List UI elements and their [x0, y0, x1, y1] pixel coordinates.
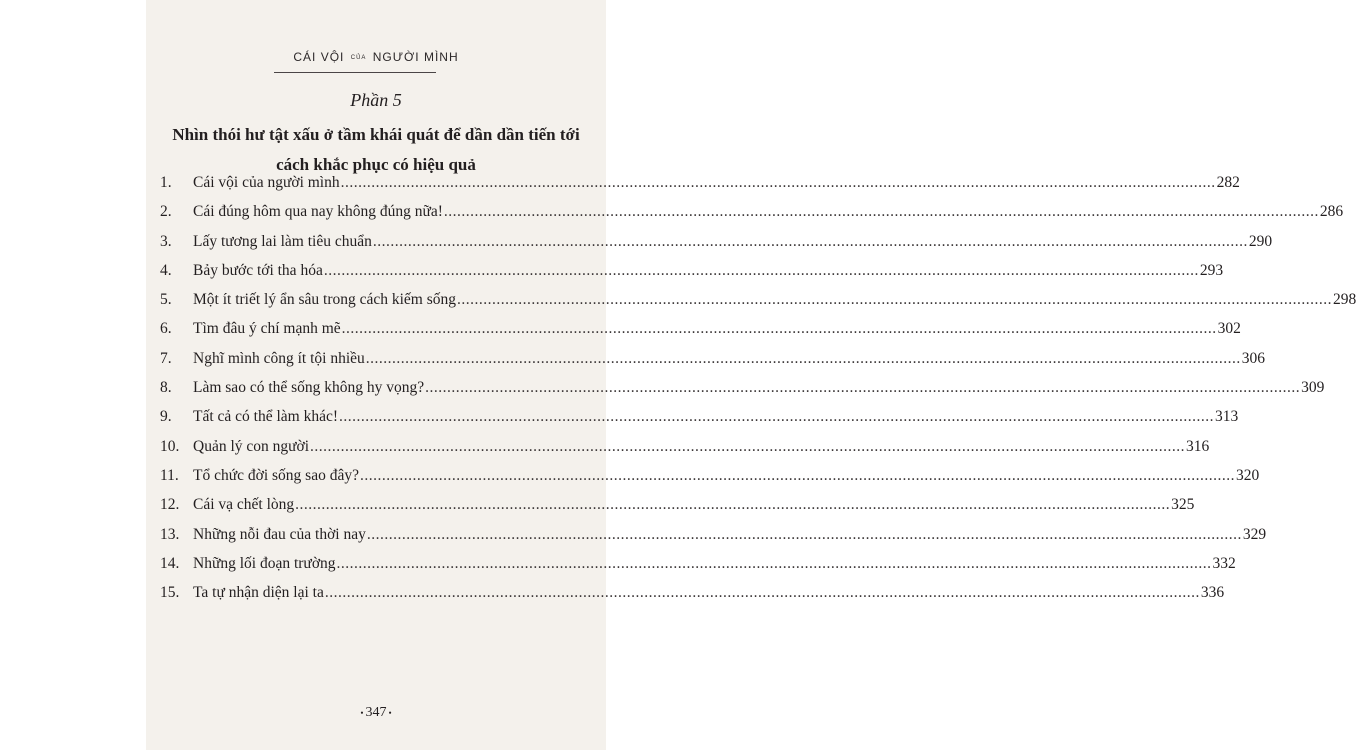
running-head: [146, 50, 606, 64]
toc-entry-title: Tổ chức đời sống sao đây?: [193, 466, 359, 484]
toc-entry-number: 7.: [160, 349, 172, 367]
toc-entry-page: 293: [1199, 261, 1224, 279]
running-title-part3: NGƯỜI MÌNH: [372, 50, 459, 64]
toc-entry-title: Cái vội của người mình: [193, 174, 340, 191]
toc-entry-page: 336: [1200, 584, 1225, 602]
book-page: [146, 0, 1356, 750]
header-rule: [274, 72, 436, 73]
toc-entry-number: 4.: [160, 261, 172, 279]
toc-entry: [160, 379, 1325, 408]
toc-entry-page: 306: [1241, 349, 1266, 367]
toc-entry-number: 2.: [160, 203, 172, 221]
toc-entry-title: Tìm đâu ý chí mạnh mẽ: [193, 320, 341, 338]
toc-entry: [160, 349, 1266, 379]
toc-entry-page: 316: [1186, 437, 1210, 455]
toc-entry: [160, 291, 1356, 320]
toc-leader-dots: ........................................................................................................................................................................................................: [339, 408, 1215, 426]
toc-entry-title: Bảy bước tới tha hóa: [193, 261, 323, 279]
part-label: Phần 5: [350, 90, 402, 110]
toc-leader-dots: ........................................................................................................................................................................................................: [341, 320, 1217, 338]
toc-leader-dots: ........................................................................................................................................................................................................: [457, 291, 1333, 309]
toc-entry-number: 14.: [160, 554, 180, 572]
toc-entry-page: 290: [1248, 232, 1273, 250]
toc-entry: [160, 554, 1236, 584]
toc-entry-number: 3.: [160, 232, 172, 250]
part-title-line1: Nhìn thói hư tật xấu ở tầm khái quát để dần dần tiến tới: [172, 125, 580, 144]
toc-entry-page: 320: [1235, 466, 1260, 484]
toc-entry-number: 9.: [160, 408, 172, 426]
toc-entry-number: 1.: [160, 174, 172, 191]
toc-entry-page: 298: [1333, 291, 1356, 309]
table-of-contents: [160, 174, 1356, 613]
toc-entry: [160, 437, 1210, 467]
toc-entry-title: Lấy tương lai làm tiêu chuẩn: [193, 232, 372, 250]
toc-entry-title: Làm sao có thể sống không hy vọng?: [193, 379, 425, 397]
page-number-value: 347: [365, 705, 387, 720]
toc-leader-dots: ........................................................................................................................................................................................................: [365, 349, 1241, 367]
toc-entry: [160, 525, 1267, 555]
toc-leader-dots: ........................................................................................................................................................................................................: [372, 232, 1248, 250]
running-title-part2: CỦA: [350, 54, 367, 61]
toc-entry: [160, 466, 1260, 496]
toc-leader-dots: ........................................................................................................................................................................................................: [310, 437, 1186, 455]
toc-entry-number: 10.: [160, 437, 180, 455]
toc-entry: [160, 496, 1195, 525]
toc-leader-dots: ........................................................................................................................................................................................................: [425, 379, 1301, 397]
toc-entry: [160, 408, 1239, 437]
toc-entry-page: 282: [1216, 174, 1240, 191]
toc-entry: [160, 261, 1224, 291]
toc-entry: [160, 232, 1273, 262]
page-number-bullet-right: •: [388, 707, 392, 718]
toc-entry-page: 286: [1319, 203, 1344, 221]
part-title-line2: cách khắc phục có hiệu quả: [276, 155, 476, 174]
toc-entry-number: 8.: [160, 379, 172, 397]
toc-entry: [160, 203, 1344, 232]
toc-entry-title: Quản lý con người: [193, 437, 310, 455]
toc-entry: [160, 320, 1241, 349]
part-title: [146, 120, 606, 180]
toc-leader-dots: ........................................................................................................................................................................................................: [323, 261, 1199, 279]
toc-leader-dots: ........................................................................................................................................................................................................: [324, 584, 1200, 602]
toc-leader-dots: ........................................................................................................................................................................................................: [443, 203, 1319, 221]
toc-entry-title: Nghĩ mình công ít tội nhiều: [193, 349, 365, 367]
toc-entry-page: 302: [1217, 320, 1241, 338]
toc-entry-number: 15.: [160, 584, 180, 602]
toc-entry-title: Những nỗi đau của thời nay: [193, 525, 366, 543]
toc-entry-page: 313: [1215, 408, 1239, 426]
toc-entry-number: 5.: [160, 291, 172, 309]
toc-entry-title: Tất cả có thể làm khác!: [193, 408, 339, 426]
toc-leader-dots: ........................................................................................................................................................................................................: [295, 496, 1171, 514]
toc-entry-number: 6.: [160, 320, 172, 338]
toc-leader-dots: ........................................................................................................................................................................................................: [366, 525, 1242, 543]
running-title-part1: CÁI VỘI: [293, 50, 345, 64]
page-number-bullet-left: •: [360, 707, 364, 718]
toc-entry-number: 13.: [160, 525, 180, 543]
toc-entry: [160, 584, 1225, 613]
toc-entry-page: 325: [1171, 496, 1195, 514]
toc-leader-dots: ........................................................................................................................................................................................................: [340, 174, 1216, 191]
toc-entry-page: 329: [1242, 525, 1267, 543]
toc-entry-title: Một ít triết lý ẩn sâu trong cách kiếm sống: [193, 291, 457, 309]
toc-leader-dots: ........................................................................................................................................................................................................: [359, 466, 1235, 484]
toc-leader-dots: ........................................................................................................................................................................................................: [336, 554, 1212, 572]
toc-entry-page: 332: [1212, 554, 1236, 572]
toc-entry-number: 11.: [160, 466, 179, 484]
page-number: [146, 705, 606, 721]
toc-entry: [160, 174, 1240, 203]
toc-entry-title: Những lối đoạn trường: [193, 554, 336, 572]
toc-entry-title: Cái vạ chết lòng: [193, 496, 295, 514]
toc-entry-title: Cái đúng hôm qua nay không đúng nữa!: [193, 203, 443, 221]
toc-entry-number: 12.: [160, 496, 180, 514]
toc-entry-title: Ta tự nhận diện lại ta: [193, 584, 324, 602]
toc-entry-page: 309: [1301, 379, 1325, 397]
